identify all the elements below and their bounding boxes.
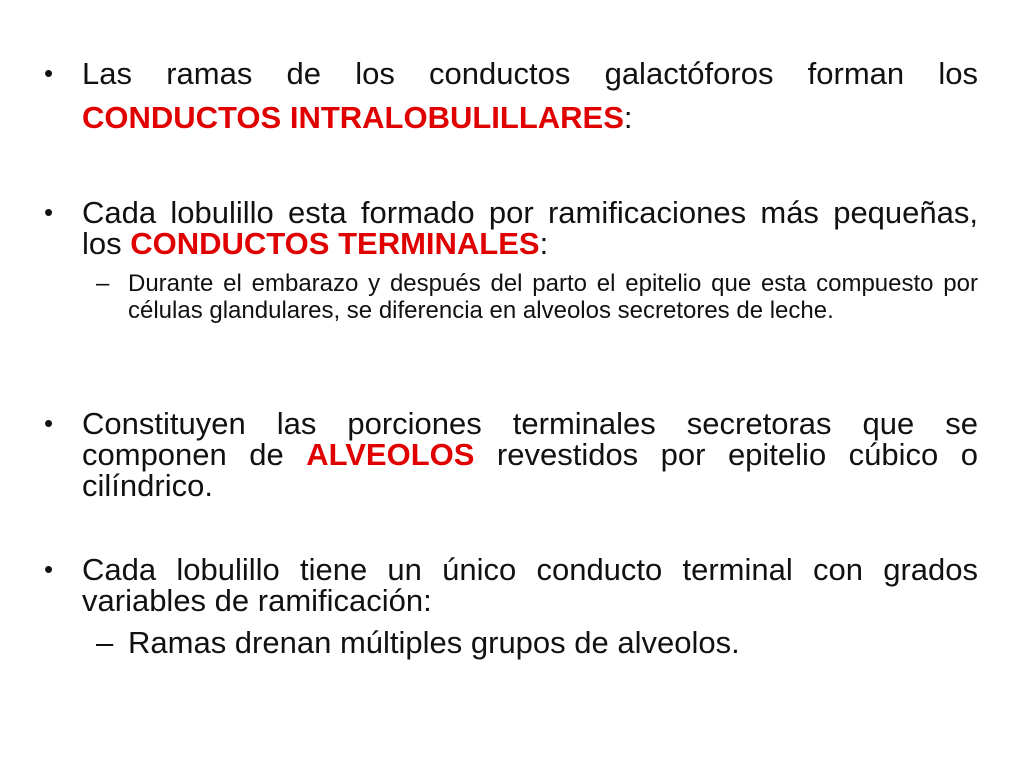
bullet-2-text (82, 197, 978, 259)
bullet-3 (44, 408, 978, 501)
sub-bullet-dash: – (96, 625, 114, 660)
bullet-4-text: Cada lobulillo tiene un único conducto terminal con grados variables de ramificación: (82, 552, 978, 618)
sub-bullet-4-text: Ramas drenan múltiples grupos de alveolos. (128, 625, 740, 660)
bullet-3-text (82, 408, 978, 501)
bullet-3-text-end: revestidos por epitelio cúbico o cilíndrico. (82, 437, 978, 503)
bullet-1-text-plain: Las ramas de los conductos galactóforos forman los (82, 56, 978, 91)
sub-bullet-4 (96, 626, 978, 660)
bullet-dot: • (44, 58, 54, 88)
bullet-3-text-plain: Constituyen las porciones terminales secretoras que se componen de (82, 406, 978, 472)
bullet-1-text (82, 52, 978, 140)
bullet-dot: • (44, 554, 54, 584)
bullet-2-text-plain: Cada lobulillo esta formado por ramificaciones más pequeñas, los (82, 195, 978, 261)
bullet-1 (44, 52, 978, 140)
bullet-1-text-end: : (623, 100, 633, 135)
sub-bullet-2 (96, 270, 978, 324)
bullet-1-highlight: CONDUCTOS INTRALOBULILLARES (82, 100, 624, 135)
bullet-4 (44, 554, 978, 616)
bullet-2-text-end: : (539, 226, 549, 261)
bullet-2-highlight: CONDUCTOS TERMINALES (130, 226, 540, 261)
sub-bullet-2-text: Durante el embarazo y después del parto el epitelio que esta compuesto por células glandulares, se diferencia en alveolos secretores de leche. (128, 270, 978, 324)
bullet-dot: • (44, 197, 54, 227)
bullet-3-highlight: ALVEOLOS (306, 437, 475, 472)
bullet-2 (44, 197, 978, 259)
bullet-dot: • (44, 408, 54, 438)
sub-bullet-dash: – (96, 270, 110, 297)
